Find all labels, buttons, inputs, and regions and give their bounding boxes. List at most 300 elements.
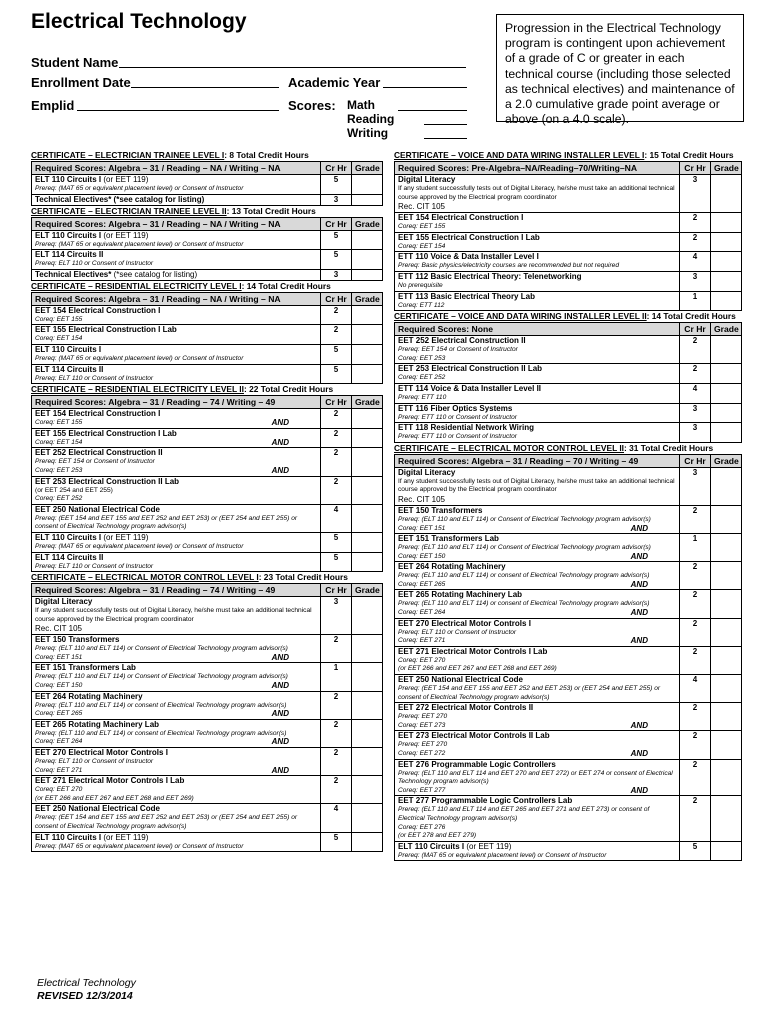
credit-hours: 5	[321, 250, 352, 270]
course-prereq-text: Coreq: EET 150	[35, 682, 83, 690]
enrollment-date-line[interactable]	[131, 87, 279, 88]
course-title: EET 271 Electrical Motor Controls I Lab	[35, 776, 185, 786]
course-recommendation: Rec. CIT 105	[398, 494, 445, 504]
grade-cell[interactable]	[352, 250, 383, 270]
grade-cell[interactable]	[711, 841, 742, 861]
credit-hours: 5	[321, 175, 352, 195]
course-title: EET 154 Electrical Construction I	[35, 305, 161, 315]
course-prereq	[398, 355, 676, 364]
grade-cell[interactable]	[352, 175, 383, 195]
course-prereq-text: Coreq: EET 265	[35, 710, 83, 718]
grade-cell[interactable]	[352, 532, 383, 552]
course-title: EET 271 Electrical Motor Controls I Lab	[398, 646, 548, 656]
course-row	[32, 364, 383, 384]
course-title: ETT 116 Fiber Optics Systems	[398, 403, 513, 413]
course-prereq-text: Coreq: EET 270	[398, 656, 446, 664]
course-prereq	[35, 375, 317, 384]
course-prereq-text: Coreq: EET 155	[398, 223, 446, 231]
course-name	[398, 796, 676, 806]
credit-hours: 2	[321, 325, 352, 345]
course-info	[32, 832, 321, 852]
grade-cell[interactable]	[352, 448, 383, 476]
credit-hours: 2	[321, 776, 352, 804]
course-row	[32, 832, 383, 852]
course-row	[395, 618, 742, 646]
footer	[37, 977, 136, 1003]
course-info	[395, 271, 680, 291]
course-name	[35, 250, 317, 260]
and-connector: AND	[271, 737, 289, 747]
course-title: EET 252 Electrical Construction II	[398, 336, 526, 346]
course-prereq	[398, 609, 676, 618]
credit-hours: 5	[680, 841, 711, 861]
certificate-table	[394, 161, 742, 311]
course-info	[32, 476, 321, 504]
course-prereq	[398, 665, 676, 674]
course-prereq	[35, 682, 317, 691]
writing-score-line[interactable]	[424, 138, 467, 139]
course-prereq	[35, 654, 317, 663]
course-prereq	[35, 260, 317, 269]
course-prereq-text: Coreq: EET 252	[35, 495, 83, 503]
grade-header: Grade	[352, 292, 383, 305]
course-prereq	[398, 346, 676, 355]
course-title: EET 151 Transformers Lab	[35, 663, 136, 673]
course-prereq-text: No prerequisite	[398, 281, 443, 289]
course-name	[35, 195, 317, 205]
course-name	[35, 477, 317, 487]
grade-cell[interactable]	[352, 428, 383, 448]
course-prereq	[35, 316, 317, 325]
credit-hours: 3	[321, 194, 352, 205]
course-prereq-text: Coreq: EET 154	[35, 438, 83, 446]
course-name	[35, 776, 317, 786]
course-name	[35, 663, 317, 673]
certificate-credit-hours: : 14 Total Credit Hours	[646, 311, 736, 322]
course-prereq-text: Prereq: (MAT 65 or equivalent placement level) or Consent of Instructor	[35, 185, 244, 192]
course-note: (or EET 254 and EET 255)	[35, 486, 113, 494]
course-title: EET 154 Electrical Construction I	[398, 213, 524, 223]
grade-cell[interactable]	[352, 552, 383, 572]
course-prereq	[398, 600, 676, 609]
and-connector: AND	[630, 636, 648, 646]
course-info	[32, 504, 321, 532]
required-scores: Required Scores: Algebra – 31 / Reading – NA / Writing – NA	[32, 292, 321, 305]
course-row	[32, 175, 383, 195]
certificate-table	[394, 322, 742, 443]
grade-cell[interactable]	[352, 719, 383, 747]
grade-cell[interactable]	[352, 194, 383, 205]
credit-hours: 2	[680, 562, 711, 590]
course-name	[398, 675, 676, 685]
grade-cell[interactable]	[711, 213, 742, 233]
grade-cell[interactable]	[352, 409, 383, 429]
course-recommendation: Rec. CIT 105	[398, 202, 445, 212]
math-score-line[interactable]	[398, 110, 467, 111]
credit-hours: 2	[680, 618, 711, 646]
course-title: EET 250 National Electrical Code	[35, 504, 160, 514]
grade-cell[interactable]	[352, 269, 383, 280]
course-title: EET 250 National Electrical Code	[398, 675, 523, 685]
grade-cell[interactable]	[352, 476, 383, 504]
grade-cell[interactable]	[711, 364, 742, 384]
certificate-title	[394, 311, 742, 322]
course-prereq	[398, 770, 676, 787]
course-prereq	[35, 843, 317, 852]
certificate-credit-hours: : 13 Total Credit Hours	[226, 205, 316, 216]
and-connector: AND	[271, 418, 289, 428]
course-prereq	[398, 433, 676, 442]
footer-program: Electrical Technology	[37, 977, 136, 989]
course-name	[35, 270, 317, 280]
course-info	[32, 250, 321, 270]
course-prereq-text: Prereq: ELT 110 or Consent of Instructor	[35, 758, 154, 766]
course-prereq	[35, 335, 317, 344]
course-info	[395, 336, 680, 364]
course-info	[395, 703, 680, 731]
course-prereq-text: Prereq: Basic physics/electricity courses are recommended but not required	[398, 262, 619, 270]
certificate-name: CERTIFICATE – ELECTRICIAN TRAINEE LEVEL II	[31, 205, 227, 216]
course-prereq-text: Coreq: ETT 112	[398, 301, 445, 309]
required-scores-row	[32, 217, 383, 230]
grade-cell[interactable]	[711, 383, 742, 403]
certificate-name: CERTIFICATE – ELECTRICAL MOTOR CONTROL LEVEL II	[394, 442, 625, 453]
course-prereq-text: Prereq: EET 154 or Consent of Instructor	[35, 458, 155, 466]
and-connector: AND	[271, 765, 289, 775]
grade-cell[interactable]	[352, 776, 383, 804]
enrollment-date-label: Enrollment Date	[31, 75, 131, 90]
grade-cell[interactable]	[711, 534, 742, 562]
course-row	[395, 590, 742, 618]
grade-cell[interactable]	[711, 232, 742, 252]
course-row	[32, 476, 383, 504]
emplid-label: Emplid	[31, 98, 75, 113]
course-info	[32, 325, 321, 345]
credit-hours: 2	[680, 590, 711, 618]
grade-cell[interactable]	[711, 703, 742, 731]
course-info	[395, 759, 680, 796]
course-info	[32, 804, 321, 832]
course-row	[395, 383, 742, 403]
credit-hours: 2	[321, 719, 352, 747]
course-title: Technical Electives* (*see catalog for listing)	[35, 194, 205, 204]
course-info	[395, 364, 680, 384]
grade-cell[interactable]	[352, 663, 383, 691]
course-info	[32, 175, 321, 195]
and-connector: AND	[630, 785, 648, 795]
course-prereq-text: Prereq: ELT 110 or Consent of Instructor	[35, 374, 154, 382]
credit-hours: 5	[321, 532, 352, 552]
course-title: EET 155 Electrical Construction I Lab	[35, 428, 177, 438]
course-name	[35, 345, 317, 355]
course-name	[398, 175, 676, 185]
course-note: If any student successfully tests out of Digital Literacy, he/she must take an additional technical course approved by the Electrical program coordinator	[398, 477, 675, 494]
course-prereq-text: Prereq: (ELT 110 and ELT 114 and EET 265 and EET 271 and EET 273) or consent of Electrical Technology program advisor(s)	[398, 806, 650, 822]
course-prereq-text: Coreq: EET 151	[35, 653, 83, 661]
course-name	[35, 325, 317, 335]
grade-cell[interactable]	[711, 590, 742, 618]
course-row	[32, 409, 383, 429]
certificate-name: CERTIFICATE – VOICE AND DATA WIRING INSTALLER LEVEL I	[394, 150, 645, 160]
and-connector: AND	[271, 437, 289, 447]
credit-hours: 2	[680, 796, 711, 841]
course-title: EET 253 Electrical Construction II Lab	[35, 476, 180, 486]
course-prereq	[35, 738, 317, 747]
course-prereq-text: (or EET 266 and EET 267 and EET 268 and EET 269)	[35, 794, 194, 802]
and-connector: AND	[630, 749, 648, 758]
required-scores-row	[395, 323, 742, 336]
required-scores: Required Scores: Pre-Algebra–NA/Reading–70/Writing–NA	[395, 162, 680, 175]
certificate-title	[394, 150, 742, 161]
progression-notice: Progression in the Electrical Technology program is contingent upon achievement of a grade of C or greater in each technical course (including those selected as technical electives) and maintenance of a 2.0 cumulative grade point average or above (on a 4.0 scale).	[496, 14, 744, 122]
course-prereq-text: Prereq: (MAT 65 or equivalent placement level) or Consent of Instructor	[35, 354, 244, 362]
course-row	[32, 428, 383, 448]
grade-cell[interactable]	[352, 364, 383, 384]
course-title: EET 151 Transformers Lab	[398, 534, 499, 544]
course-name	[398, 534, 676, 544]
course-prereq-text: Prereq: (ELT 110 and ELT 114) or consent of Electrical Technology program advisor(s)	[35, 729, 287, 737]
cr-hr-header: Cr Hr	[680, 323, 711, 336]
grade-header: Grade	[711, 454, 742, 467]
course-prereq-text: Coreq: EET 253	[35, 466, 83, 474]
and-connector: AND	[630, 608, 648, 618]
cr-hr-header: Cr Hr	[321, 584, 352, 597]
course-name	[398, 233, 676, 243]
certificate-credit-hours: : 23 Total Credit Hours	[258, 572, 348, 583]
course-name	[398, 384, 676, 394]
course-prereq-text: Prereq: EET 270	[398, 713, 448, 721]
grade-header: Grade	[711, 323, 742, 336]
grade-cell[interactable]	[352, 635, 383, 663]
credit-hours: 4	[680, 675, 711, 703]
certificate-name: CERTIFICATE – RESIDENTIAL ELECTRICITY LEVEL I	[31, 280, 242, 291]
grade-cell[interactable]	[711, 562, 742, 590]
reading-label: Reading	[347, 112, 395, 126]
credit-hours: 2	[321, 305, 352, 325]
grade-cell[interactable]	[352, 748, 383, 776]
course-info	[395, 618, 680, 646]
course-title: ELT 114 Circuits II	[35, 250, 104, 260]
course-title: ELT 110 Circuits I	[35, 344, 102, 354]
required-scores: Required Scores: Algebra – 31 / Reading – 70 / Writing – 49	[395, 454, 680, 467]
course-row	[32, 448, 383, 476]
course-name	[398, 336, 676, 346]
emplid-line[interactable]	[77, 110, 279, 111]
writing-label: Writing	[347, 126, 389, 140]
course-prereq-text: Prereq: (MAT 65 or equivalent placement level) or Consent of Instructor	[398, 851, 607, 859]
credit-hours: 2	[321, 476, 352, 504]
grade-cell[interactable]	[352, 597, 383, 635]
credit-hours: 4	[321, 504, 352, 532]
credit-hours: 2	[321, 748, 352, 776]
course-prereq-text: Coreq: EET 155	[35, 315, 83, 323]
course-info	[32, 597, 321, 635]
grade-cell[interactable]	[711, 731, 742, 759]
certificate-credit-hours: : 31 Total Credit Hours	[624, 442, 714, 453]
grade-cell[interactable]	[352, 344, 383, 364]
course-prereq	[35, 467, 317, 476]
credit-hours: 2	[680, 505, 711, 533]
course-info	[32, 748, 321, 776]
credit-hours: 4	[321, 804, 352, 832]
course-name	[398, 562, 676, 572]
grade-cell[interactable]	[711, 423, 742, 443]
course-prereq	[398, 581, 676, 590]
reading-score-line[interactable]	[424, 124, 467, 125]
grade-cell[interactable]	[711, 291, 742, 311]
certificate-title	[31, 281, 383, 292]
grade-cell[interactable]	[711, 505, 742, 533]
course-prereq-text: Prereq: ETT 110 or Consent of Instructor	[398, 433, 517, 441]
course-title: ETT 112 Basic Electrical Theory: Telenetworking	[398, 271, 582, 281]
course-row	[395, 646, 742, 674]
course-info	[32, 776, 321, 804]
certificate-name: CERTIFICATE – VOICE AND DATA WIRING INSTALLER LEVEL II	[394, 311, 647, 322]
course-row	[395, 232, 742, 252]
course-title: ETT 114 Voice & Data Installer Level II	[398, 383, 542, 393]
credit-hours: 3	[680, 467, 711, 505]
academic-year-line[interactable]	[383, 87, 467, 88]
grade-cell[interactable]	[711, 175, 742, 213]
course-info	[32, 691, 321, 719]
course-name	[35, 231, 317, 241]
course-row	[395, 675, 742, 703]
right-column	[394, 150, 742, 861]
grade-cell[interactable]	[711, 796, 742, 841]
grade-header: Grade	[711, 162, 742, 175]
course-info	[32, 305, 321, 325]
course-prereq-text: Prereq: (EET 154 and EET 155 and EET 252 and EET 253) or (EET 254 and EET 255) or consent of Electrical Technology program advisor(s)	[35, 814, 298, 830]
course-title: EET 265 Rotating Machinery Lab	[398, 590, 523, 600]
course-prereq-text: Coreq: EET 154	[35, 335, 83, 343]
course-info	[32, 364, 321, 384]
required-scores-row	[32, 584, 383, 597]
course-prereq	[398, 544, 676, 553]
grade-cell[interactable]	[711, 467, 742, 505]
course-info	[395, 291, 680, 311]
course-prereq	[398, 262, 676, 271]
certificate-credit-hours: : 15 Total Credit Hours	[644, 150, 734, 160]
footer-revised: REVISED 12/3/2014	[37, 990, 133, 1002]
required-scores-row	[395, 454, 742, 467]
grade-cell[interactable]	[352, 305, 383, 325]
student-name-line[interactable]	[119, 67, 466, 68]
grade-cell[interactable]	[711, 403, 742, 423]
course-prereq	[398, 525, 676, 534]
certificate-name: CERTIFICATE – ELECTRICAL MOTOR CONTROL LEVEL I	[31, 572, 259, 583]
course-name	[398, 760, 676, 770]
course-row	[32, 305, 383, 325]
course-prereq-text: Prereq: (ELT 110 and ELT 114 and EET 270 and EET 272) or EET 274 or consent of Electrical Technology program advisor(s)	[398, 769, 673, 786]
grade-cell[interactable]	[352, 504, 383, 532]
credit-hours: 2	[321, 409, 352, 429]
course-name	[398, 404, 676, 414]
course-info	[395, 841, 680, 861]
grade-cell[interactable]	[352, 230, 383, 250]
course-title: EET 273 Electrical Motor Controls II Lab	[398, 731, 550, 741]
course-prereq-text: Prereq: (ELT 110 and ELT 114) or Consent of Electrical Technology program advisor(s)	[35, 673, 288, 681]
credit-hours: 5	[321, 230, 352, 250]
grade-cell[interactable]	[711, 759, 742, 796]
grade-cell[interactable]	[711, 618, 742, 646]
course-title: ELT 110 Circuits I	[35, 175, 102, 184]
course-prereq	[398, 657, 676, 666]
course-title: EET 250 National Electrical Code	[35, 804, 160, 814]
course-row	[32, 194, 383, 205]
course-row	[32, 663, 383, 691]
course-alt: (or EET 119)	[464, 841, 512, 851]
course-prereq-text: Coreq: EET 264	[398, 609, 446, 617]
course-info	[395, 403, 680, 423]
credit-hours: 2	[321, 635, 352, 663]
course-title: EET 270 Electrical Motor Controls I	[398, 618, 531, 628]
course-prereq	[35, 419, 317, 428]
course-prereq-text: Coreq: EET 270	[35, 786, 83, 794]
credit-hours: 5	[321, 832, 352, 852]
required-scores-row	[32, 396, 383, 409]
course-prereq-text: Coreq: EET 277	[398, 786, 446, 794]
grade-cell[interactable]	[711, 271, 742, 291]
course-name	[35, 306, 317, 316]
course-title: EET 264 Rotating Machinery	[398, 562, 506, 572]
certificate-table	[31, 395, 383, 572]
grade-cell[interactable]	[711, 336, 742, 364]
course-prereq-text: Prereq: EET 270	[398, 741, 448, 749]
course-prereq-text: Coreq: EET 264	[35, 738, 83, 746]
course-row	[395, 731, 742, 759]
course-row	[32, 748, 383, 776]
grade-cell[interactable]	[711, 646, 742, 674]
grade-cell[interactable]	[711, 252, 742, 272]
course-alt: (or EET 119)	[101, 230, 149, 240]
course-info	[32, 448, 321, 476]
course-prereq	[398, 787, 676, 796]
grade-cell[interactable]	[352, 832, 383, 852]
course-title: EET 150 Transformers	[35, 635, 120, 645]
grade-cell[interactable]	[352, 804, 383, 832]
course-name	[35, 692, 317, 702]
course-info	[395, 534, 680, 562]
credit-hours: 2	[680, 759, 711, 796]
course-name	[35, 833, 317, 843]
course-name	[35, 804, 317, 814]
grade-cell[interactable]	[352, 325, 383, 345]
course-name	[398, 468, 676, 478]
course-prereq-text: Prereq: (ELT 110 and ELT 114) or consent of Electrical Technology program advisor(s)	[35, 701, 287, 709]
cr-hr-header: Cr Hr	[321, 162, 352, 175]
course-prereq	[35, 241, 317, 250]
required-scores: Required Scores: Algebra – 31 / Reading – 74 / Writing – 49	[32, 396, 321, 409]
scores-label: Scores:	[288, 98, 336, 113]
course-prereq	[398, 750, 676, 759]
certificate-title	[394, 443, 742, 454]
credit-hours: 2	[680, 646, 711, 674]
certificate-table	[31, 292, 383, 384]
course-prereq-text: Coreq: EET 151	[398, 524, 446, 532]
grade-cell[interactable]	[352, 691, 383, 719]
course-info	[395, 590, 680, 618]
grade-cell[interactable]	[711, 675, 742, 703]
credit-hours: 3	[680, 423, 711, 443]
certificate-table	[394, 454, 742, 862]
credit-hours: 2	[680, 336, 711, 364]
course-info	[32, 409, 321, 429]
course-prereq-text: (or EET 278 and EET 279)	[398, 832, 477, 840]
course-title: EET 155 Electrical Construction I Lab	[398, 232, 540, 242]
course-name	[35, 365, 317, 375]
course-title: ELT 110 Circuits I	[35, 230, 102, 240]
course-name	[35, 553, 317, 563]
